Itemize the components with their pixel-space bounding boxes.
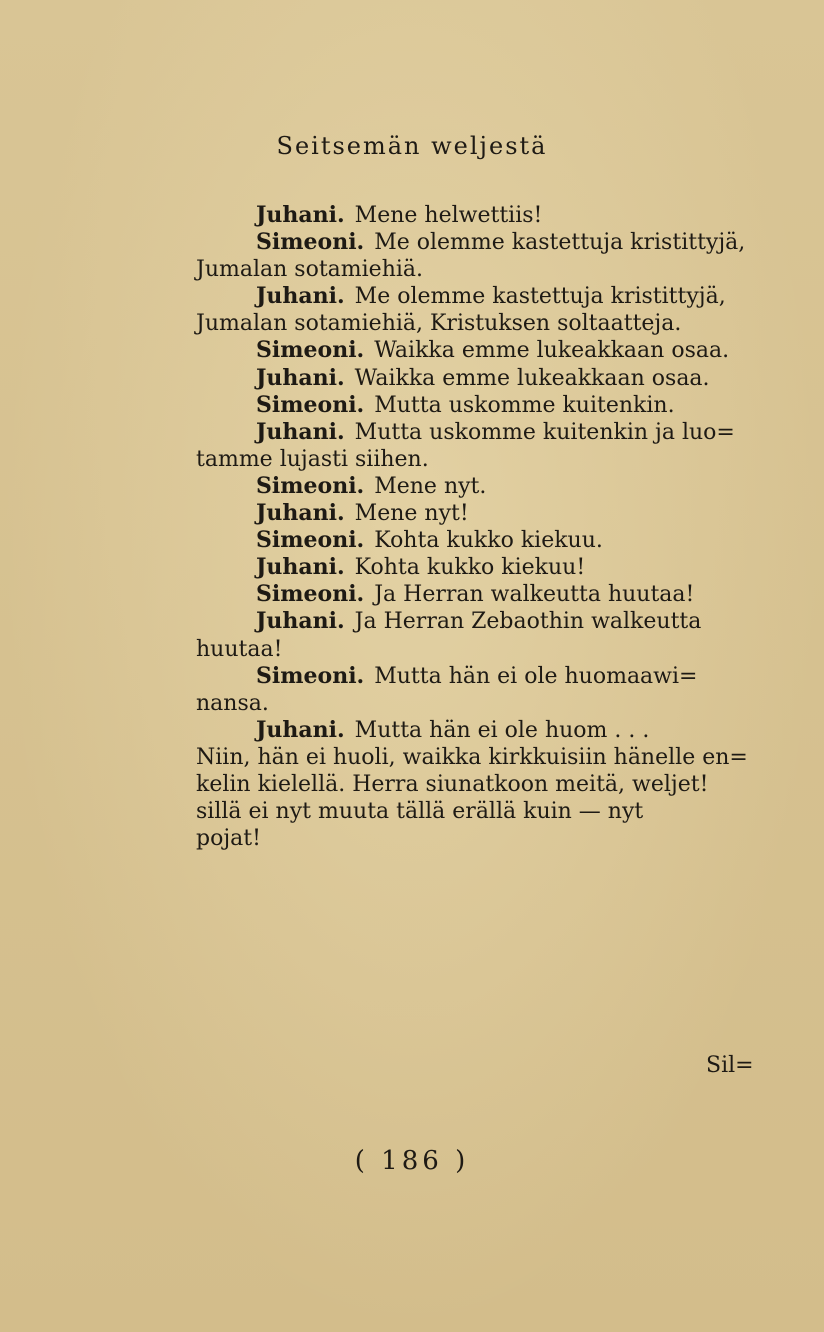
text-line [196,283,736,310]
speaker-name: Simeoni. [256,581,365,608]
page-number: ( 186 ) [354,1146,470,1176]
line-text: nansa. [196,690,269,716]
line-text: Mene nyt! [354,501,469,527]
running-head: Seitsemän weljestä [276,132,548,160]
text-line [196,473,736,500]
line-text: Jumalan sotamiehiä. [196,257,424,283]
text-line [196,798,736,825]
speaker-name: Simeoni. [256,662,365,689]
text-line [196,744,748,771]
line-text: Kohta kukko kiekuu! [354,555,586,581]
line-text: huutaa! [196,636,283,662]
text-line [196,337,736,364]
text-line [196,365,736,392]
speaker-name: Juhani. [256,418,345,445]
line-text: Mutta uskomme kuitenkin ja luo= [354,419,735,445]
text-line [196,825,736,852]
text-line [196,771,736,798]
speaker-name: Juhani. [256,283,345,310]
speaker-name: Juhani. [256,364,345,391]
text-line [196,636,736,663]
speaker-name: Juhani. [256,554,345,581]
line-text: Ja Herran walkeutta huutaa! [374,582,695,608]
line-text: pojat! [196,826,261,852]
line-text: Me olemme kastettuja kristittyjä, [354,284,726,310]
speaker-name: Simeoni. [256,527,365,554]
line-text: Jumalan sotamiehiä, Kristuksen soltaatteja. [196,311,682,337]
text-line [196,446,736,473]
line-text: Mutta hän ei ole huom . . . [354,717,650,743]
speaker-name: Simeoni. [256,472,365,499]
text-line [196,256,736,283]
text-line [196,717,736,744]
text-line [196,229,746,256]
text-line [196,690,736,717]
text-line [196,392,736,419]
line-text: Mene helwettiis! [354,203,543,228]
text-line [196,527,736,554]
line-text: Waikka emme lukeakkaan osaa. [354,365,710,391]
text-line [196,500,736,527]
line-text: Me olemme kastettuja kristittyjä, [374,230,746,256]
line-text: Ja Herran Zebaothin walkeutta [354,609,702,635]
line-text: Mutta hän ei ole huomaawi= [374,663,698,689]
speaker-name: Juhani. [256,500,345,527]
line-text: Mene nyt. [374,473,487,499]
line-text: Niin, hän ei huoli, waikka kirkkuisiin hänelle en= [196,744,748,770]
dialogue-text [196,202,748,852]
speaker-name: Simeoni. [256,229,365,256]
line-text: Kohta kukko kiekuu. [374,528,603,554]
catchword: Sil= [706,1053,754,1078]
text-line [196,554,736,581]
speaker-name: Simeoni. [256,337,365,364]
line-text: kelin kielellä. Herra siunatkoon meitä, weljet! [196,771,709,797]
speaker-name: Juhani. [256,202,345,228]
line-text: tamme lujasti siihen. [196,446,429,472]
speaker-name: Juhani. [256,608,345,635]
text-line [196,581,736,608]
speaker-name: Simeoni. [256,391,365,418]
text-line [196,663,736,690]
line-text: Waikka emme lukeakkaan osaa. [374,338,730,364]
text-line [196,310,736,337]
text-line [196,608,736,635]
line-text: sillä ei nyt muuta tällä erällä kuin — nyt [196,799,644,825]
text-line [196,202,736,229]
speaker-name: Juhani. [256,716,345,743]
text-line [196,419,736,446]
line-text: Mutta uskomme kuitenkin. [374,392,675,418]
